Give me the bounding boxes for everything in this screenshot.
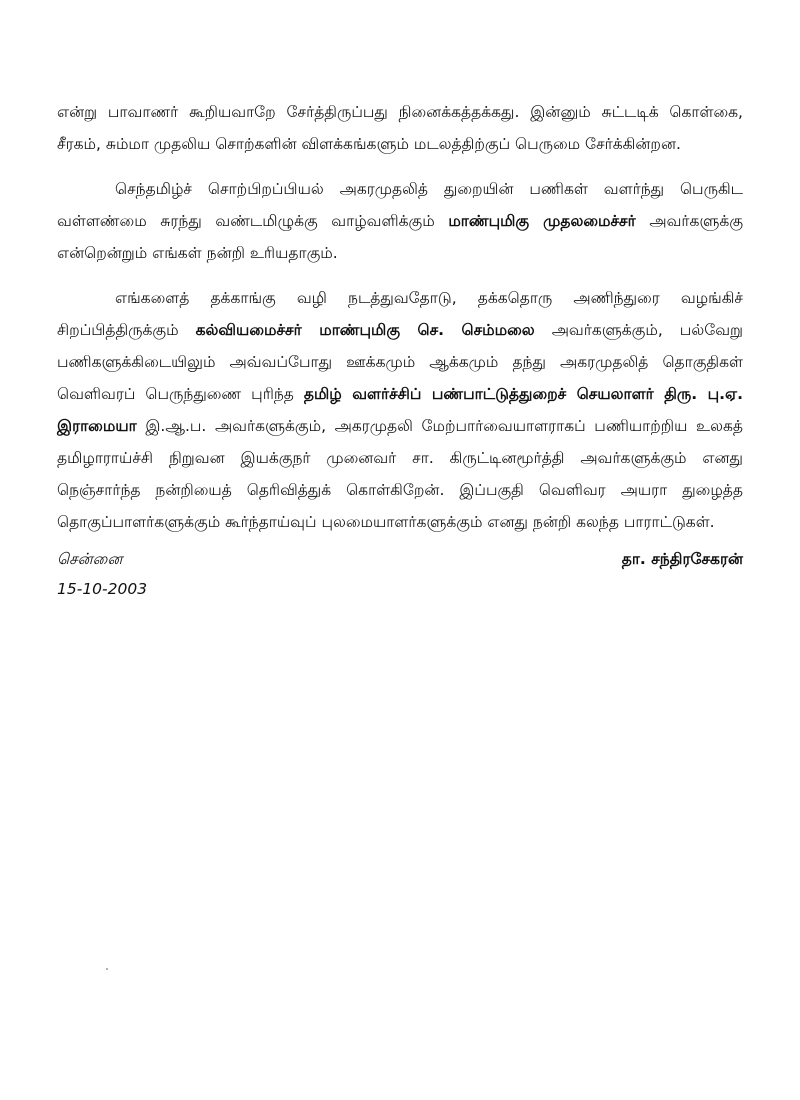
scan-speck [106, 968, 108, 970]
signoff-block [57, 550, 743, 630]
bold-title-secretary: தமிழ் வளர்ச்சிப் பண்பாட்டுத்துறைச் செயலாளர் திரு. பு.ஏ. இராமையா [57, 385, 743, 435]
bold-title-education-minister: கல்வியமைச்சர் மாண்புமிகு செ. செம்மலை [195, 321, 535, 339]
text-run: இ.ஆ.ப. அவர்களுக்கும், அகரமுதலி மேற்பார்வையாளராகப் பணியாற்றிய உலகத் தமிழாராய்ச்சி நிறுவன இயக்குநர் முனைவர் சா. கிருட்டினமூர்த்தி அவர்களுக்கும் எனது நெஞ்சார்ந்த நன்றியைத் தெரிவித்துக் கொள்கிறேன். இப்பகுதி வெளிவர அயரா துழைத்த தொகுப்பாளர்களுக்கும் கூர்ந்தாய்வுப் புலமையாளர்களுக்கும் எனது நன்றி கலந்த பாராட்டுகள். [57, 417, 743, 531]
text-run: அவர்களுக்கும், பல்வேறு பணிகளுக்கிடையிலும் அவ்வப்போது ஊக்கமும் ஆக்கமும் தந்து அகரமுதலித் தொகுதிகள் வெளிவரப் பெருந்துணை புரிந்த [57, 321, 743, 403]
paragraph-acknowledgements [57, 282, 743, 538]
text-run: எங்களைத் தக்காங்கு வழி நடத்துவதோடு, தக்கதொரு அணிந்துரை வழங்கிச் சிறப்பித்திருக்கும் [57, 289, 743, 339]
paragraph-continuation: என்று பாவாணர் கூறியவாறே சேர்த்திருப்பது நினைக்கத்தக்கது. இன்னும் சுட்டடிக் கொள்கை, சீரகம், சும்மா முதலிய சொற்களின் விளக்கங்களும் மடலத்திற்குப் பெருமை சேர்க்கின்றன. [57, 103, 743, 153]
date: 15-10-2003 [57, 580, 148, 598]
place: சென்னை [57, 550, 123, 568]
paragraph-thanks-chief-minister [57, 173, 743, 269]
signatory-name: தா. சந்திரசேகரன் [621, 550, 743, 568]
text-run: செந்தமிழ்ச் சொற்பிறப்பியல் அகரமுதலித் துறையின் பணிகள் வளர்ந்து பெருகிட வள்ளண்மை சுரந்து வண்டமிழுக்கு வாழ்வளிக்கும் [57, 180, 743, 230]
document-page [57, 96, 743, 630]
text-run: அவர்களுக்கு என்றென்றும் எங்கள் நன்றி உரியதாகும். [57, 212, 744, 262]
bold-title-chief-minister: மாண்புமிகு முதலமைச்சர் [448, 212, 636, 230]
